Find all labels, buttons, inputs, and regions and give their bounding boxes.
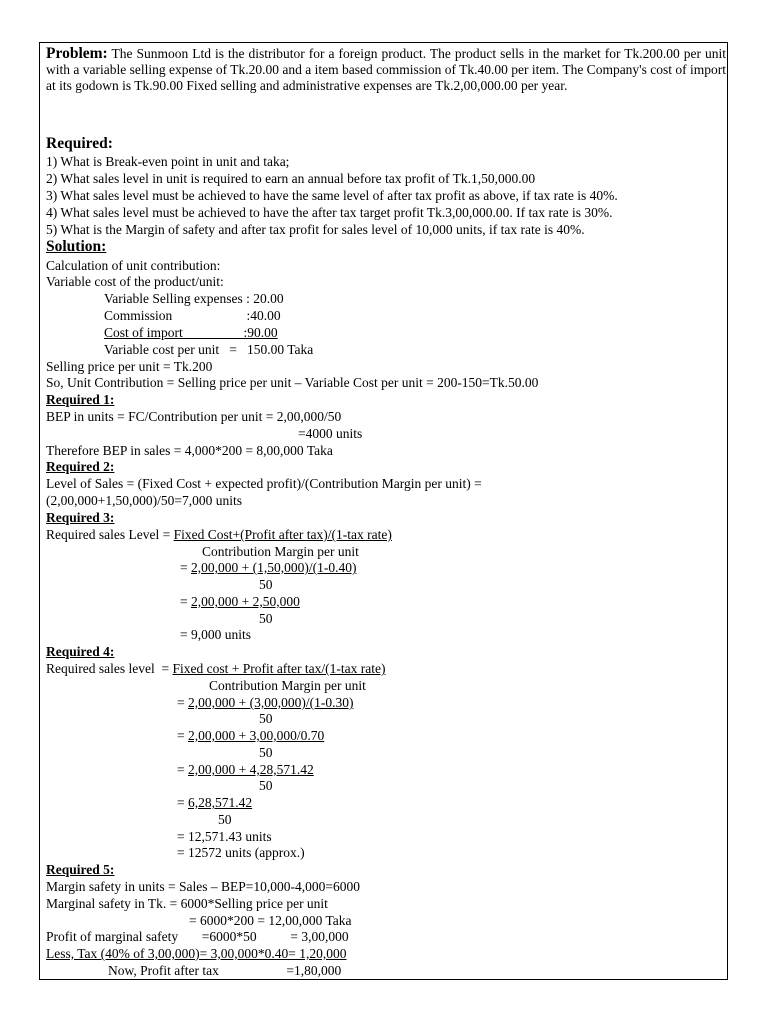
req4-formula-denominator: Contribution Margin per unit bbox=[209, 678, 366, 693]
req4-eq4: = 6,28,571.42 bbox=[177, 795, 253, 810]
calc-title: Calculation of unit contribution: bbox=[46, 258, 221, 273]
req4-eq5: = 12,571.43 units bbox=[177, 829, 272, 844]
req3-formula-denominator: Contribution Margin per unit bbox=[202, 544, 359, 559]
req2-line1: Level of Sales = (Fixed Cost + expected profit)/(Contribution Margin per unit) = bbox=[46, 476, 482, 491]
req4-eq3-denominator: 50 bbox=[259, 778, 273, 793]
req3-formula bbox=[46, 527, 392, 543]
vc-row-commission: Commission :40.00 bbox=[104, 308, 281, 323]
required-item-5: 5) What is the Margin of safety and after tax profit for sales level of 10,000 units, if tax rate is 40%. bbox=[46, 222, 585, 237]
req3-eq2-numerator: 2,00,000 + 2,50,000 bbox=[191, 594, 300, 609]
req4-prefix: Required sales level = bbox=[46, 661, 173, 676]
problem-label: Problem: bbox=[46, 45, 108, 62]
req4-eq2-numerator: 2,00,000 + 3,00,000/0.70 bbox=[188, 728, 325, 743]
req4-eq1-numerator: 2,00,000 + (3,00,000)/(1-0.30) bbox=[188, 695, 354, 710]
req2-line2: (2,00,000+1,50,000)/50=7,000 units bbox=[46, 493, 242, 508]
req3-eq2-denominator: 50 bbox=[259, 611, 273, 626]
vc-row-selling-expenses: Variable Selling expenses : 20.00 bbox=[104, 291, 284, 306]
vc-row-cost-of-import: Cost of import :90.00 bbox=[104, 325, 278, 340]
req3-heading: Required 3: bbox=[46, 510, 115, 525]
req3-prefix: Required sales Level = bbox=[46, 527, 174, 542]
req4-eq1-denominator: 50 bbox=[259, 711, 273, 726]
req4-eq4-denominator: 50 bbox=[218, 812, 232, 827]
req5-line4: Profit of marginal safety =6000*50 = 3,00,000 bbox=[46, 929, 349, 944]
req2-heading: Required 2: bbox=[46, 459, 115, 474]
req5-line3: = 6000*200 = 12,00,000 Taka bbox=[189, 913, 352, 928]
solution-heading: Solution: bbox=[46, 238, 107, 255]
req1-line2: =4000 units bbox=[298, 426, 363, 441]
required-item-4: 4) What sales level must be achieved to have the after tax target profit Tk.3,00,000.00. If tax rate is 30%. bbox=[46, 205, 613, 220]
req5-line5: Less, Tax (40% of 3,00,000)= 3,00,000*0.40= 1,20,000 bbox=[46, 946, 347, 961]
required-item-1: 1) What is Break-even point in unit and taka; bbox=[46, 154, 290, 169]
req4-eq6: = 12572 units (approx.) bbox=[177, 845, 305, 860]
req4-eq3-numerator: 2,00,000 + 4,28,571.42 bbox=[188, 762, 314, 777]
req4-formula-numerator: Fixed cost + Profit after tax/(1-tax rate) bbox=[172, 661, 386, 676]
req4-heading: Required 4: bbox=[46, 644, 115, 659]
selling-price: Selling price per unit = Tk.200 bbox=[46, 359, 213, 374]
req5-line1: Margin safety in units = Sales – BEP=10,000-4,000=6000 bbox=[46, 879, 360, 894]
req4-formula bbox=[46, 661, 386, 677]
req4-eq2: = 2,00,000 + 3,00,000/0.70 bbox=[177, 728, 325, 743]
vc-row-total: Variable cost per unit = 150.00 Taka bbox=[104, 342, 314, 357]
problem-text: The Sunmoon Ltd is the distributor for a foreign product. The product sells in the market for Tk.200.00 per unit with a variable selling expense of Tk.20.00 and a item based commission of Tk.40.00 per item. The Company's cost of import at its godown is Tk.90.00 Fixed selling and administrative expenses are Tk.2,00,000.00 per year. bbox=[46, 46, 726, 93]
req3-eq1-denominator: 50 bbox=[259, 577, 273, 592]
req5-line2: Marginal safety in Tk. = 6000*Selling price per unit bbox=[46, 896, 328, 911]
required-item-3: 3) What sales level must be achieved to have the same level of after tax profit as above, if tax rate is 40%. bbox=[46, 188, 618, 203]
req1-line1: BEP in units = FC/Contribution per unit = 2,00,000/50 bbox=[46, 409, 342, 424]
req5-line6: Now, Profit after tax =1,80,000 bbox=[108, 963, 342, 978]
required-item-2: 2) What sales level in unit is required to earn an annual before tax profit of Tk.1,50,000.00 bbox=[46, 171, 536, 186]
unit-contribution: So, Unit Contribution = Selling price per unit – Variable Cost per unit = 200-150=Tk.50.00 bbox=[46, 375, 539, 390]
vc-title: Variable cost of the product/unit: bbox=[46, 274, 224, 289]
req3-eq1: = 2,00,000 + (1,50,000)/(1-0.40) bbox=[180, 560, 357, 575]
req4-eq4-numerator: 6,28,571.42 bbox=[188, 795, 253, 810]
problem-paragraph bbox=[46, 46, 726, 94]
required-heading: Required: bbox=[46, 135, 113, 152]
req5-heading: Required 5: bbox=[46, 862, 115, 877]
req1-line3: Therefore BEP in sales = 4,000*200 = 8,00,000 Taka bbox=[46, 443, 333, 458]
req3-eq1-numerator: 2,00,000 + (1,50,000)/(1-0.40) bbox=[191, 560, 357, 575]
req3-formula-numerator: Fixed Cost+(Profit after tax)/(1-tax rate) bbox=[173, 527, 392, 542]
req3-eq2: = 2,00,000 + 2,50,000 bbox=[180, 594, 300, 609]
req1-heading: Required 1: bbox=[46, 392, 115, 407]
req3-eq3: = 9,000 units bbox=[180, 627, 251, 642]
req4-eq3: = 2,00,000 + 4,28,571.42 bbox=[177, 762, 314, 777]
req4-eq1: = 2,00,000 + (3,00,000)/(1-0.30) bbox=[177, 695, 354, 710]
req4-eq2-denominator: 50 bbox=[259, 745, 273, 760]
